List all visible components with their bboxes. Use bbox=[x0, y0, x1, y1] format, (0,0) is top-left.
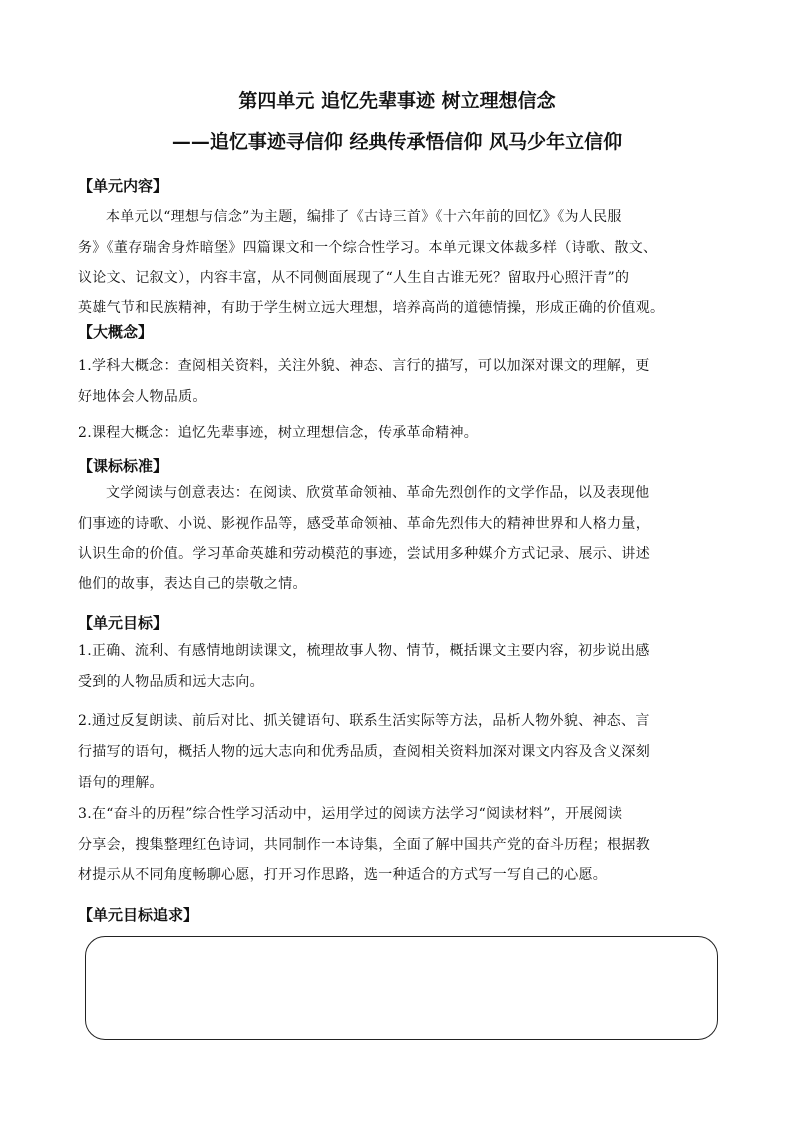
curriculum-standard-line: 认识生命的价值。学习革命英雄和劳动模范的事迹，尝试用多种媒介方式记录、展示、讲述 bbox=[78, 546, 650, 562]
big-concept-item: 2.课程大概念：追忆先辈事迹，树立理想信念，传承革命精神。 bbox=[78, 425, 479, 441]
unit-goal-line: 分享会，搜集整理红色诗词，共同制作一本诗集，全面了解中国共产党的奋斗历程；根据教 bbox=[78, 837, 650, 853]
unit-goal-line: 受到的人物品质和远大志向。 bbox=[78, 674, 264, 690]
unit-content-line: 议论文、记叙文），内容丰富，从不同侧面展现了“人生自古谁无死？留取丹心照汗青”的 bbox=[78, 270, 630, 286]
big-concept-item: 好地体会人物品质。 bbox=[78, 389, 207, 405]
goal-pursuit-answer-box[interactable] bbox=[85, 936, 718, 1040]
big-concept-heading: 【大概念】 bbox=[78, 323, 154, 341]
unit-goal-line: 语句的理解。 bbox=[78, 775, 164, 791]
document-title: 第四单元 追忆先辈事迹 树立理想信念 bbox=[238, 90, 556, 112]
curriculum-standard-line: 他们的故事，表达自己的崇敬之情。 bbox=[78, 576, 307, 592]
goal-pursuit-heading: 【单元目标追求】 bbox=[78, 906, 199, 924]
unit-goals-heading: 【单元目标】 bbox=[78, 614, 169, 632]
unit-goal-line: 1.正确、流利、有感情地朗读课文，梳理故事人物、情节，概括课文主要内容，初步说出感 bbox=[78, 643, 650, 659]
unit-content-heading: 【单元内容】 bbox=[78, 177, 169, 195]
unit-goal-line: 2.通过反复朗读、前后对比、抓关键语句、联系生活实际等方法，品析人物外貌、神态、言 bbox=[78, 713, 650, 729]
unit-goal-line: 材提示从不同角度畅聊心愿，打开习作思路，选一种适合的方式写一写自己的心愿。 bbox=[78, 867, 608, 883]
curriculum-standard-line: 文学阅读与创意表达：在阅读、欣赏革命领袖、革命先烈创作的文学作品，以及表现他 bbox=[106, 485, 650, 501]
unit-content-line: 本单元以“理想与信念”为主题，编排了《古诗三首》《十六年前的回忆》《为人民服 bbox=[106, 209, 622, 225]
unit-goal-line: 行描写的语句，概括人物的远大志向和优秀品质，查阅相关资料加深对课文内容及含义深刻 bbox=[78, 744, 650, 760]
unit-content-line: 务》《董存瑞舍身炸暗堡》四篇课文和一个综合性学习。本单元课文体裁多样（诗歌、散文、 bbox=[78, 240, 658, 256]
unit-content-line: 英雄气节和民族精神，有助于学生树立远大理想，培养高尚的道德情操，形成正确的价值观。 bbox=[78, 300, 665, 316]
unit-goal-line: 3.在“奋斗的历程”综合性学习活动中，运用学过的阅读方法学习“阅读材料”，开展阅读 bbox=[78, 806, 623, 822]
curriculum-standard-line: 们事迹的诗歌、小说、影视作品等，感受革命领袖、革命先烈伟大的精神世界和人格力量， bbox=[78, 516, 650, 532]
curriculum-standard-heading: 【课标标准】 bbox=[78, 457, 169, 475]
document-subtitle: ——追忆事迹寻信仰 经典传承悟信仰 风马少年立信仰 bbox=[171, 131, 623, 153]
big-concept-item: 1.学科大概念：查阅相关资料，关注外貌、神态、言行的描写，可以加深对课文的理解，更 bbox=[78, 358, 650, 374]
